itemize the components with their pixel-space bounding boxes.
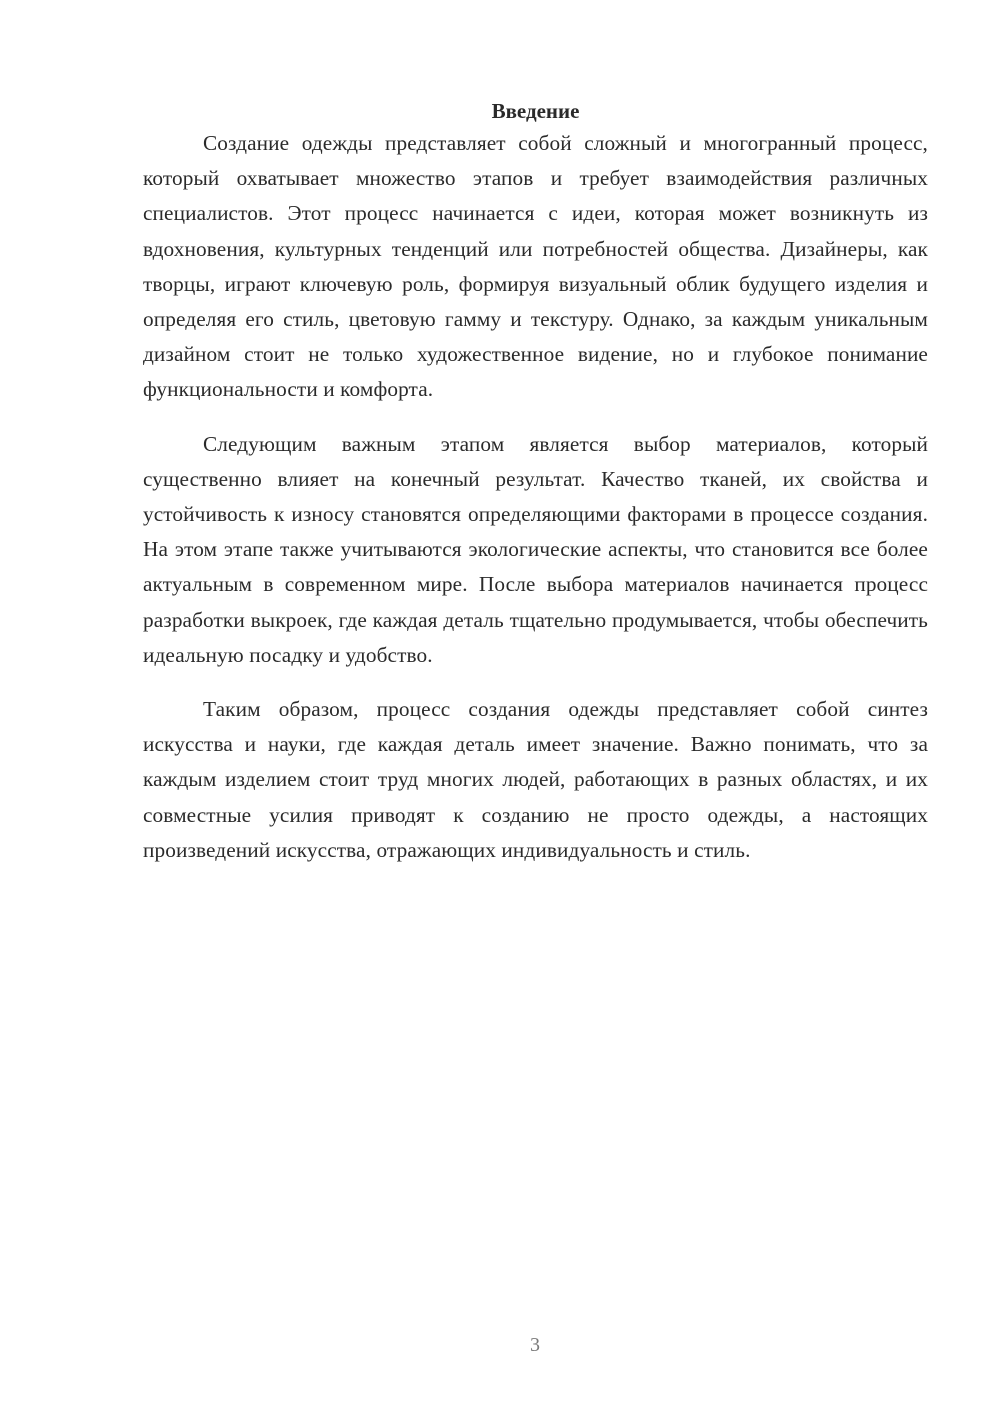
paragraph-2: Следующим важным этапом является выбор материалов, который существенно влияет на конечный результат. Качество тканей, их свойства и устойчивость к износу становятся определяющими факторами в процессе создания. На этом этапе также учитываются экологические аспекты, что становится все более актуальным в современном мире. После выбора материалов начинается процесс разработки выкроек, где каждая деталь тщательно продумывается, чтобы обеспечить идеальную посадку и удобство. — [143, 431, 928, 667]
page-number-text: 3 — [530, 1334, 540, 1356]
page-content — [143, 96, 928, 868]
paragraph-1: Создание одежды представляет собой сложный и многогранный процесс, который охватывает множество этапов и требует взаимодействия различных специалистов. Этот процесс начинается с идеи, которая может возникнуть из вдохновения, культурных тенденций или потребностей общества. Дизайнеры, как творцы, играют ключевую роль, формируя визуальный облик будущего изделия и определяя его стиль, цветовую гамму и текстуру. Однако, за каждым уникальным дизайном стоит не только художественное видение, но и глубокое понимание функциональности и комфорта. — [143, 131, 928, 402]
page-number — [0, 1334, 1000, 1357]
section-title: Введение — [491, 99, 580, 123]
paragraph-3: Таким образом, процесс создания одежды представляет собой синтез искусства и науки, где каждая деталь имеет значение. Важно понимать, что за каждым изделием стоит труд многих людей, работающих в разных областях, и их совместные усилия приводят к созданию не просто одежды, а настоящих произведений искусства, отражающих индивидуальность и стиль. — [143, 697, 928, 862]
